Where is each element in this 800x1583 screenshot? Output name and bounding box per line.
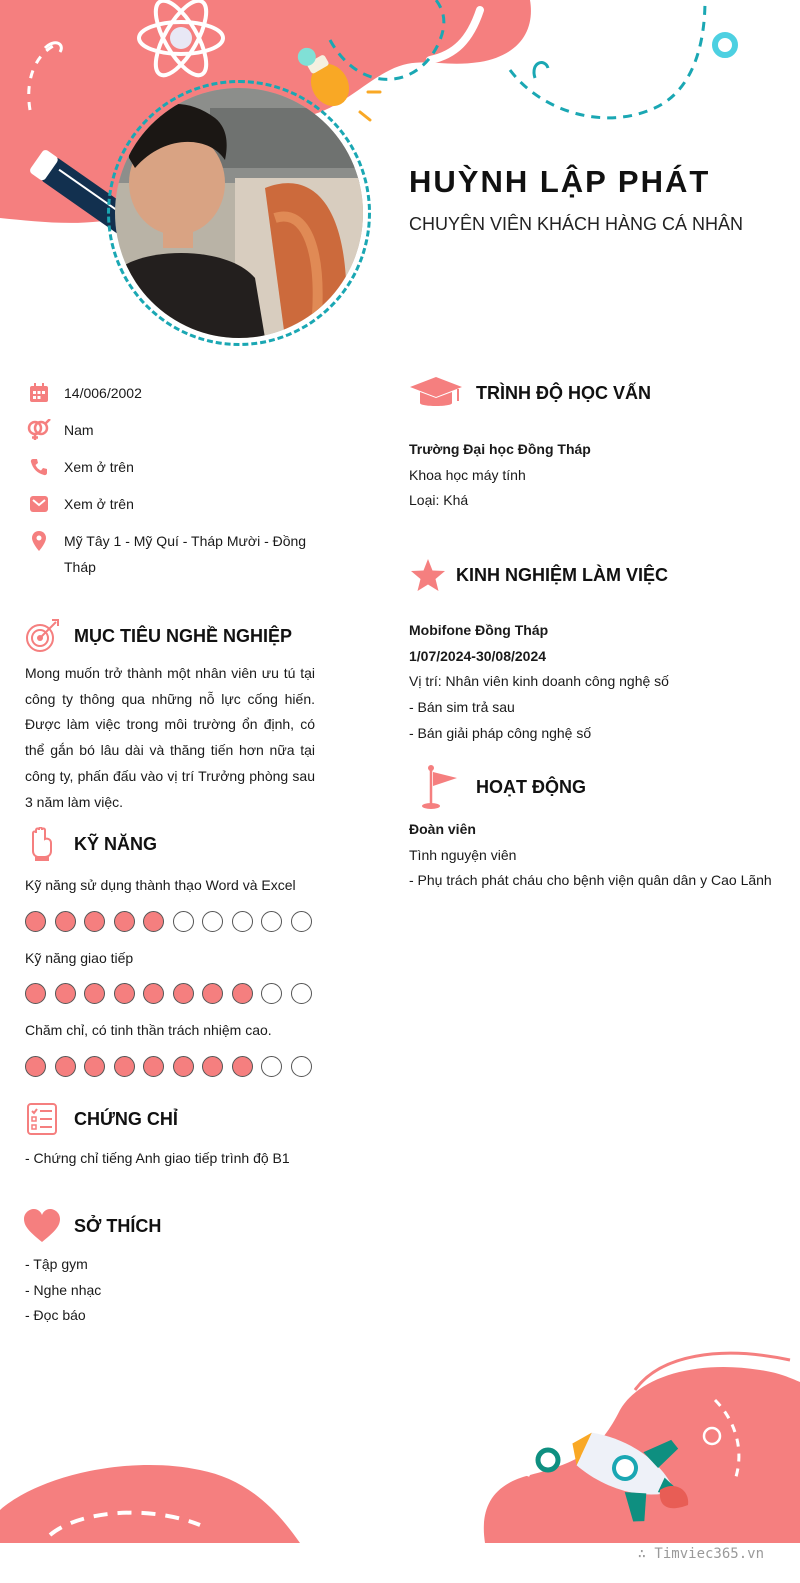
footer-decoration	[0, 1340, 800, 1543]
skill-label: Kỹ năng giao tiếp	[25, 950, 134, 966]
school-name: Trường Đại học Đồng Tháp	[409, 441, 591, 457]
rating-dot-empty	[261, 911, 282, 932]
rating-dot-filled	[202, 1056, 223, 1077]
company-name: Mobifone Đồng Tháp	[409, 622, 549, 638]
hobby-item: - Nghe nhạc	[25, 1281, 102, 1298]
target-icon	[22, 616, 62, 656]
rating-dot-empty	[261, 1056, 282, 1077]
checklist-icon	[22, 1099, 62, 1139]
grade: Loại: Khá	[409, 492, 469, 509]
rating-dot-filled	[173, 983, 194, 1004]
email-icon	[25, 491, 53, 517]
rating-dot-filled	[232, 1056, 253, 1077]
phone-icon	[25, 454, 53, 480]
rating-dot-empty	[291, 911, 312, 932]
education-details	[409, 437, 779, 514]
skill-rating	[25, 983, 312, 1004]
rating-dot-filled	[84, 1056, 105, 1077]
rating-dot-filled	[143, 1056, 164, 1077]
activities-heading	[408, 763, 586, 811]
graduation-cap-icon	[408, 373, 464, 413]
skill-label: Chăm chỉ, có tinh thần trách nhiệm cao.	[25, 1022, 272, 1038]
activity-org: Đoàn viên	[409, 821, 476, 837]
certificates-list	[25, 1146, 325, 1172]
hobby-item: - Đọc báo	[25, 1307, 86, 1324]
work-task: - Bán giải pháp công nghệ số	[409, 724, 592, 741]
rating-dot-filled	[55, 983, 76, 1004]
skills-title: KỸ NĂNG	[74, 833, 158, 854]
hobbies-title: SỞ THÍCH	[74, 1215, 162, 1236]
rating-dot-empty	[291, 983, 312, 1004]
skill-label: Kỹ năng sử dụng thành thạo Word và Excel	[25, 877, 296, 893]
flag-icon	[408, 763, 464, 811]
rating-dot-filled	[25, 1056, 46, 1077]
fist-icon	[22, 824, 62, 864]
hobbies-heading	[22, 1206, 161, 1246]
birthday-value: 14/006/2002	[64, 385, 142, 401]
rating-dot-filled	[55, 1056, 76, 1077]
certificate-item: - Chứng chỉ tiếng Anh giao tiếp trình độ B1	[25, 1150, 290, 1166]
certificates-heading	[22, 1099, 178, 1139]
rating-dot-filled	[25, 983, 46, 1004]
work-period: 1/07/2024-30/08/2024	[409, 647, 547, 664]
rating-dot-filled	[173, 1056, 194, 1077]
rating-dot-filled	[114, 983, 135, 1004]
skill-rating	[25, 911, 312, 932]
rating-dot-empty	[232, 911, 253, 932]
skills-heading	[22, 824, 157, 864]
rating-dot-filled	[114, 911, 135, 932]
rating-dot-empty	[261, 983, 282, 1004]
activities-title: HOẠT ĐỘNG	[476, 776, 586, 797]
rating-dot-filled	[55, 911, 76, 932]
gender-icon	[25, 417, 53, 443]
work-position: Vị trí: Nhân viên kinh doanh công nghệ số	[409, 673, 669, 690]
contact-phone	[25, 454, 315, 480]
education-title: TRÌNH ĐỘ HỌC VẤN	[476, 382, 651, 403]
experience-title: KINH NGHIỆM LÀM VIỆC	[456, 564, 669, 585]
rating-dot-filled	[143, 983, 164, 1004]
rating-dot-filled	[25, 911, 46, 932]
email-value: Xem ở trên	[64, 496, 134, 512]
activity-role: Tình nguyện viên	[409, 846, 517, 863]
work-task: - Bán sim trả sau	[409, 699, 515, 716]
hobbies-list	[25, 1252, 325, 1329]
education-heading	[408, 373, 651, 413]
calendar-icon	[25, 380, 53, 406]
contact-address	[25, 528, 315, 580]
avatar	[115, 88, 363, 338]
rating-dot-filled	[202, 983, 223, 1004]
objective-text: Mong muốn trở thành một nhân viên ưu tú tại công ty thông qua những nỗ lực cống hiến. Được làm việc trong môi trường ổn định, có thể gắn bó lâu dài và thăng tiến hơn nữa tại công ty, phấn đấu vào vị trí Trưởng phòng sau 3 năm làm việc.	[25, 665, 315, 810]
activities-details	[409, 817, 789, 894]
contact-birthday	[25, 380, 315, 406]
objective-heading	[22, 616, 292, 656]
major: Khoa học máy tính	[409, 466, 526, 483]
contact-info	[25, 380, 315, 591]
candidate-name: HUỲNH LẬP PHÁT	[409, 164, 711, 199]
rating-dot-filled	[114, 1056, 135, 1077]
job-title: CHUYÊN VIÊN KHÁCH HÀNG CÁ NHÂN	[409, 214, 744, 234]
rating-dot-filled	[84, 911, 105, 932]
phone-value: Xem ở trên	[64, 459, 134, 475]
heart-icon	[22, 1206, 62, 1246]
skill-rating	[25, 1056, 312, 1077]
rating-dot-filled	[143, 911, 164, 932]
brand-watermark: ∴ Timviec365.vn	[637, 1546, 764, 1562]
rating-dot-filled	[84, 983, 105, 1004]
rating-dot-empty	[291, 1056, 312, 1077]
hobby-item: - Tập gym	[25, 1256, 88, 1272]
objective-title: MỤC TIÊU NGHỀ NGHIỆP	[74, 625, 293, 646]
experience-details	[409, 618, 779, 747]
star-icon	[408, 555, 448, 595]
contact-email	[25, 491, 315, 517]
activity-item: - Phụ trách phát cháu cho bệnh viện quân dân y Cao Lãnh	[409, 872, 772, 889]
address-value: Mỹ Tây 1 - Mỹ Quí - Tháp Mười - Đồng Tháp	[64, 533, 307, 575]
location-pin-icon	[25, 528, 53, 554]
rating-dot-empty	[173, 911, 194, 932]
contact-gender	[25, 417, 315, 443]
certificates-title: CHỨNG CHỈ	[74, 1108, 178, 1129]
rating-dot-filled	[232, 983, 253, 1004]
gender-value: Nam	[64, 422, 94, 438]
rating-dot-empty	[202, 911, 223, 932]
experience-heading	[408, 555, 668, 595]
